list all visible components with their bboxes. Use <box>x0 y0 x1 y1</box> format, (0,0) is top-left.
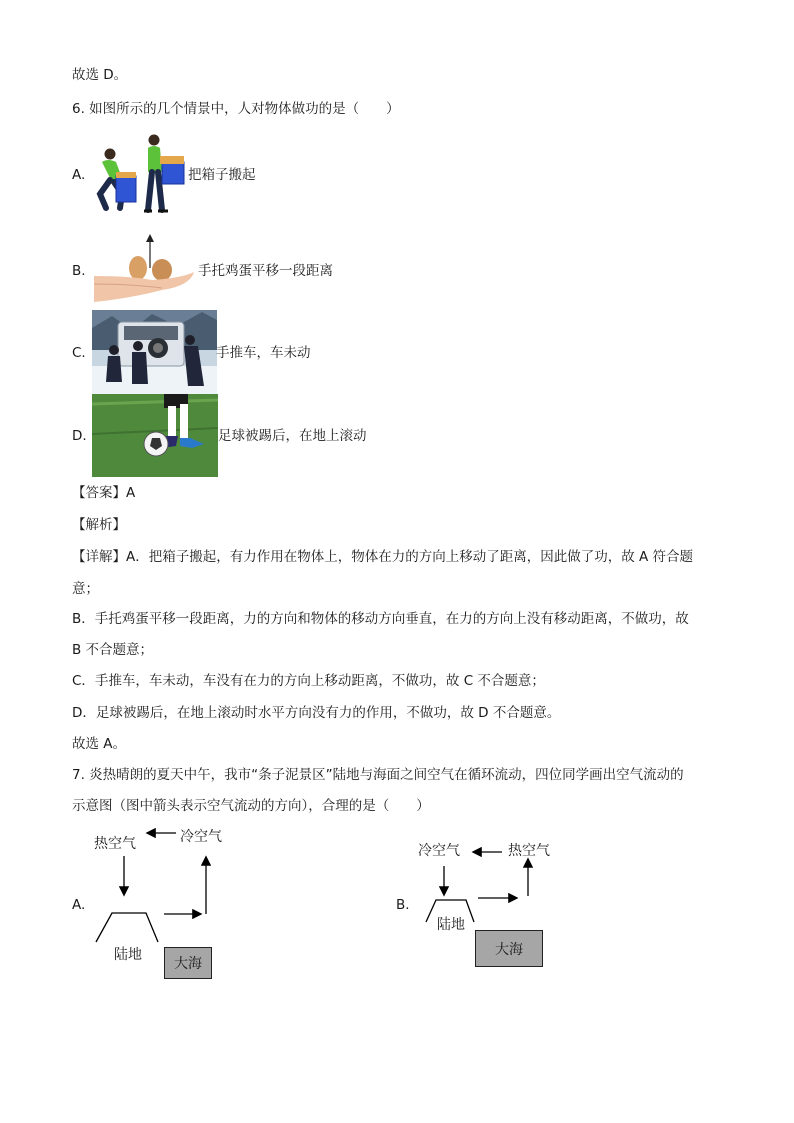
option-c-letter: C. <box>72 345 86 361</box>
diagram-b-sea-box <box>475 930 543 967</box>
detail-a-line-2: 意； <box>72 581 99 597</box>
hand-holding-eggs-image <box>92 232 196 304</box>
previous-conclusion: 故选 D。 <box>72 67 128 83</box>
option-a-caption: 把箱子搬起 <box>188 167 256 183</box>
diagram-a-hot-air-label: 热空气 <box>94 836 136 852</box>
detail-b-line-2: B 不合题意； <box>72 642 154 658</box>
question-7-stem-line-1: 7. 炎热晴朗的夏天中午，我市“条子泥景区”陆地与海面之间空气在循环流动，四位同学画出空气流动的 <box>72 767 684 783</box>
diagram-a-sea-box <box>164 947 212 979</box>
diagram-b-sea-label: 大海 <box>495 941 523 958</box>
option-a-letter: A. <box>72 167 86 183</box>
diagram-a-letter: A. <box>72 897 86 913</box>
diagram-b-cold-air-label: 冷空气 <box>418 843 460 859</box>
detail-a-line-1: 【详解】A．把箱子搬起，有力作用在物体上，物体在力的方向上移动了距离，因此做了功，故 A 符合题 <box>72 549 694 565</box>
option-b-letter: B. <box>72 263 86 279</box>
detail-c-line: C．手推车，车未动，车没有在力的方向上移动距离，不做功，故 C 不合题意； <box>72 673 545 689</box>
diagram-b-letter: B. <box>396 897 410 913</box>
question-7-stem-line-2: 示意图（图中箭头表示空气流动的方向），合理的是（ ） <box>72 798 430 814</box>
diagram-b-hot-air-label: 热空气 <box>508 843 550 859</box>
answer-line: 【答案】A <box>72 485 136 501</box>
question-6-stem: 6. 如图所示的几个情景中，人对物体做功的是（ ） <box>72 101 400 117</box>
pushing-car-image <box>92 310 217 394</box>
option-d-caption: 足球被踢后，在地上滚动 <box>218 428 367 444</box>
analysis-heading: 【解析】 <box>72 517 126 533</box>
option-c-caption: 手推车，车未动 <box>216 345 311 361</box>
soccer-ball-image <box>92 394 218 477</box>
detail-d-line: D．足球被踢后，在地上滚动时水平方向没有力的作用，不做功，故 D 不合题意。 <box>72 705 561 721</box>
box-lifting-image <box>92 132 192 214</box>
option-d-letter: D. <box>72 428 87 444</box>
diagram-b-land-label: 陆地 <box>437 917 465 933</box>
diagram-a-sea-label: 大海 <box>174 956 202 972</box>
conclusion-line: 故选 A。 <box>72 736 127 752</box>
detail-b-line-1: B．手托鸡蛋平移一段距离，力的方向和物体的移动方向垂直，在力的方向上没有移动距离，不做功，故 <box>72 611 689 627</box>
option-b-caption: 手托鸡蛋平移一段距离 <box>198 263 333 279</box>
diagram-a-cold-air-label: 冷空气 <box>180 829 222 845</box>
diagram-a-land-label: 陆地 <box>114 947 142 963</box>
